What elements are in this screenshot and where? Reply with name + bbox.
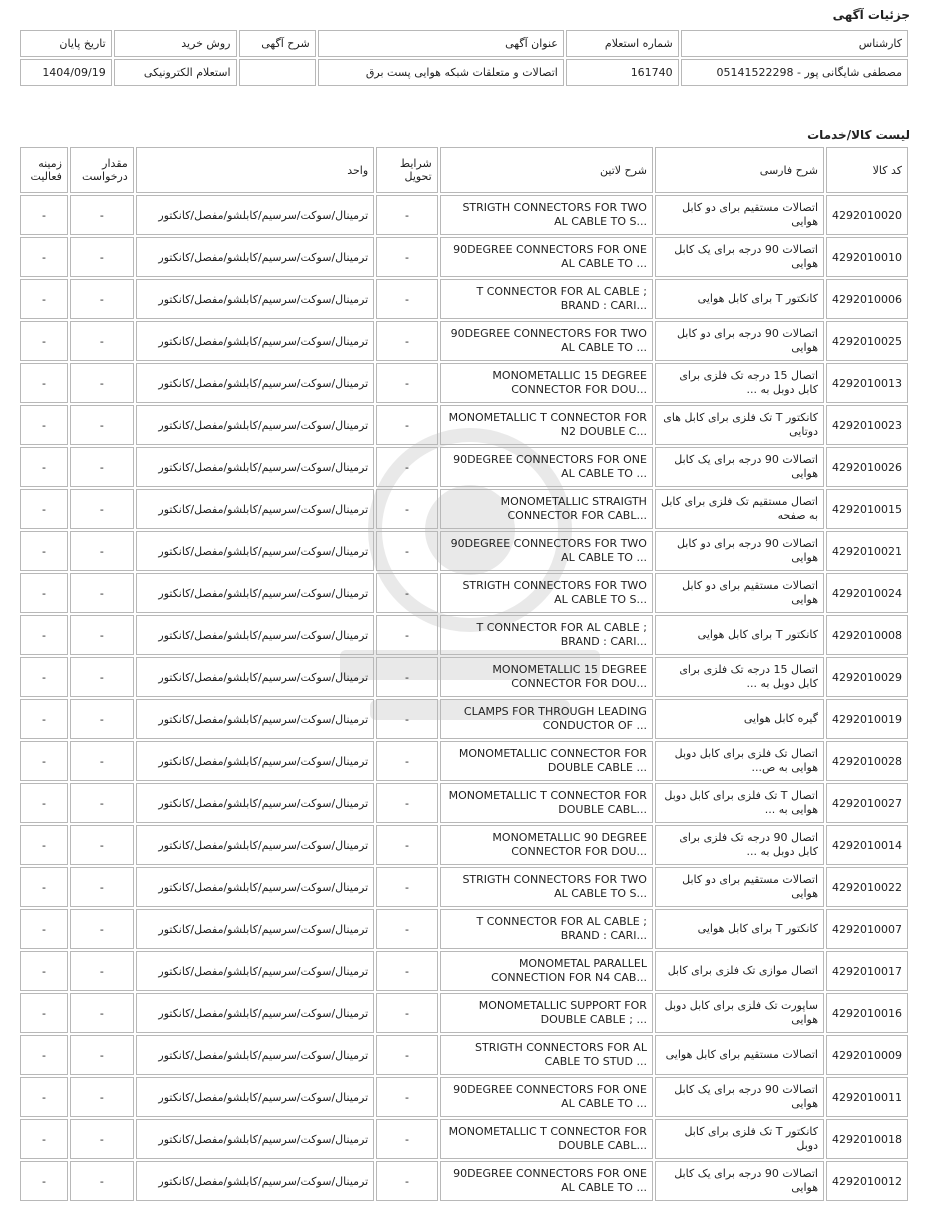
item-code: 4292010025 bbox=[826, 321, 908, 361]
item-code: 4292010008 bbox=[826, 615, 908, 655]
item-unit: ترمینال/سوکت/سرسیم/کابلشو/مفصل/کانکتور bbox=[136, 363, 374, 403]
items-title: لیست کالا/خدمات bbox=[807, 128, 910, 142]
item-code: 4292010018 bbox=[826, 1119, 908, 1159]
item-activity: - bbox=[20, 237, 68, 277]
item-unit: ترمینال/سوکت/سرسیم/کابلشو/مفصل/کانکتور bbox=[136, 741, 374, 781]
item-activity: - bbox=[20, 573, 68, 613]
item-activity: - bbox=[20, 741, 68, 781]
table-row bbox=[20, 1161, 908, 1201]
col-header-delivery: شرایط تحویل bbox=[376, 147, 438, 193]
item-delivery: - bbox=[376, 573, 438, 613]
item-code: 4292010006 bbox=[826, 279, 908, 319]
item-delivery: - bbox=[376, 405, 438, 445]
table-row bbox=[20, 825, 908, 865]
item-persian-desc: اتصال T تک فلزی برای کابل دوبل هوایی به ... bbox=[655, 783, 824, 823]
item-quantity: - bbox=[70, 825, 134, 865]
item-delivery: - bbox=[376, 1077, 438, 1117]
item-unit: ترمینال/سوکت/سرسیم/کابلشو/مفصل/کانکتور bbox=[136, 279, 374, 319]
details-header-row bbox=[20, 30, 908, 57]
item-persian-desc: کانکتور T تک فلزی برای کابل دوبل bbox=[655, 1119, 824, 1159]
table-row bbox=[20, 237, 908, 277]
item-persian-desc: اتصالات 90 درجه برای یک کابل هوایی bbox=[655, 237, 824, 277]
item-activity: - bbox=[20, 363, 68, 403]
item-delivery: - bbox=[376, 741, 438, 781]
item-delivery: - bbox=[376, 909, 438, 949]
item-unit: ترمینال/سوکت/سرسیم/کابلشو/مفصل/کانکتور bbox=[136, 657, 374, 697]
item-activity: - bbox=[20, 405, 68, 445]
item-unit: ترمینال/سوکت/سرسیم/کابلشو/مفصل/کانکتور bbox=[136, 909, 374, 949]
item-code: 4292010014 bbox=[826, 825, 908, 865]
table-row bbox=[20, 951, 908, 991]
item-persian-desc: اتصالات 90 درجه برای یک کابل هوایی bbox=[655, 1161, 824, 1201]
item-code: 4292010011 bbox=[826, 1077, 908, 1117]
item-persian-desc: اتصالات 90 درجه برای دو کابل هوایی bbox=[655, 531, 824, 571]
item-persian-desc: کانکتور T برای کابل هوایی bbox=[655, 909, 824, 949]
item-latin-desc: MONOMETALLIC 90 DEGREE CONNECTOR FOR DOU... bbox=[440, 825, 653, 865]
col-header-code: کد کالا bbox=[826, 147, 908, 193]
item-unit: ترمینال/سوکت/سرسیم/کابلشو/مفصل/کانکتور bbox=[136, 1035, 374, 1075]
table-row bbox=[20, 909, 908, 949]
item-code: 4292010012 bbox=[826, 1161, 908, 1201]
item-activity: - bbox=[20, 1119, 68, 1159]
table-row bbox=[20, 615, 908, 655]
item-activity: - bbox=[20, 825, 68, 865]
item-activity: - bbox=[20, 447, 68, 487]
item-delivery: - bbox=[376, 531, 438, 571]
item-activity: - bbox=[20, 195, 68, 235]
table-row bbox=[20, 279, 908, 319]
item-activity: - bbox=[20, 615, 68, 655]
item-unit: ترمینال/سوکت/سرسیم/کابلشو/مفصل/کانکتور bbox=[136, 531, 374, 571]
table-row bbox=[20, 573, 908, 613]
item-code: 4292010023 bbox=[826, 405, 908, 445]
item-latin-desc: STRIGTH CONNECTORS FOR TWO AL CABLE TO S... bbox=[440, 867, 653, 907]
col-header-unit: واحد bbox=[136, 147, 374, 193]
item-delivery: - bbox=[376, 783, 438, 823]
item-unit: ترمینال/سوکت/سرسیم/کابلشو/مفصل/کانکتور bbox=[136, 195, 374, 235]
details-purchase-method: استعلام الکترونیکی bbox=[114, 59, 237, 86]
item-activity: - bbox=[20, 1035, 68, 1075]
item-latin-desc: STRIGTH CONNECTORS FOR AL CABLE TO STUD ... bbox=[440, 1035, 653, 1075]
item-unit: ترمینال/سوکت/سرسیم/کابلشو/مفصل/کانکتور bbox=[136, 237, 374, 277]
item-latin-desc: MONOMETALLIC T CONNECTOR FOR DOUBLE CABL... bbox=[440, 1119, 653, 1159]
table-row bbox=[20, 1035, 908, 1075]
details-expert: مصطفی شایگانی پور - 05141522298 bbox=[681, 59, 908, 86]
item-code: 4292010017 bbox=[826, 951, 908, 991]
details-header-ad-description: شرح آگهی bbox=[239, 30, 316, 57]
item-latin-desc: STRIGTH CONNECTORS FOR TWO AL CABLE TO S... bbox=[440, 573, 653, 613]
item-persian-desc: کانکتور T برای کابل هوایی bbox=[655, 615, 824, 655]
item-code: 4292010010 bbox=[826, 237, 908, 277]
item-activity: - bbox=[20, 489, 68, 529]
item-quantity: - bbox=[70, 195, 134, 235]
item-persian-desc: اتصالات مستقیم برای دو کابل هوایی bbox=[655, 573, 824, 613]
item-code: 4292010015 bbox=[826, 489, 908, 529]
item-persian-desc: گیره کابل هوایی bbox=[655, 699, 824, 739]
item-persian-desc: اتصال مستقیم تک فلزی برای کابل به صفحه bbox=[655, 489, 824, 529]
item-quantity: - bbox=[70, 699, 134, 739]
item-unit: ترمینال/سوکت/سرسیم/کابلشو/مفصل/کانکتور bbox=[136, 1161, 374, 1201]
table-row bbox=[20, 867, 908, 907]
item-persian-desc: کانکتور T تک فلزی برای کابل های دوتایی bbox=[655, 405, 824, 445]
item-quantity: - bbox=[70, 405, 134, 445]
item-delivery: - bbox=[376, 699, 438, 739]
item-quantity: - bbox=[70, 489, 134, 529]
item-activity: - bbox=[20, 909, 68, 949]
item-latin-desc: 90DEGREE CONNECTORS FOR ONE AL CABLE TO ... bbox=[440, 1161, 653, 1201]
table-row bbox=[20, 1119, 908, 1159]
items-header-row bbox=[20, 147, 908, 193]
table-row bbox=[20, 321, 908, 361]
item-activity: - bbox=[20, 1161, 68, 1201]
item-persian-desc: اتصال 15 درجه تک فلزی برای کابل دوبل به ... bbox=[655, 657, 824, 697]
item-activity: - bbox=[20, 783, 68, 823]
details-header-inquiry-number: شماره استعلام bbox=[566, 30, 679, 57]
item-unit: ترمینال/سوکت/سرسیم/کابلشو/مفصل/کانکتور bbox=[136, 489, 374, 529]
item-code: 4292010028 bbox=[826, 741, 908, 781]
item-delivery: - bbox=[376, 825, 438, 865]
table-row bbox=[20, 1077, 908, 1117]
item-latin-desc: MONOMETALLIC T CONNECTOR FOR DOUBLE CABL... bbox=[440, 783, 653, 823]
item-latin-desc: STRIGTH CONNECTORS FOR TWO AL CABLE TO S... bbox=[440, 195, 653, 235]
details-ad-title: اتصالات و متعلقات شبکه هوایی پست برق bbox=[318, 59, 564, 86]
item-latin-desc: 90DEGREE CONNECTORS FOR ONE AL CABLE TO ... bbox=[440, 447, 653, 487]
item-latin-desc: MONOMETALLIC 15 DEGREE CONNECTOR FOR DOU... bbox=[440, 363, 653, 403]
item-activity: - bbox=[20, 657, 68, 697]
item-persian-desc: کانکتور T برای کابل هوایی bbox=[655, 279, 824, 319]
item-quantity: - bbox=[70, 531, 134, 571]
item-persian-desc: اتصالات 90 درجه برای یک کابل هوایی bbox=[655, 1077, 824, 1117]
item-delivery: - bbox=[376, 489, 438, 529]
item-latin-desc: T CONNECTOR FOR AL CABLE ; BRAND : CARI... bbox=[440, 909, 653, 949]
item-code: 4292010029 bbox=[826, 657, 908, 697]
item-persian-desc: اتصالات 90 درجه برای یک کابل هوایی bbox=[655, 447, 824, 487]
item-delivery: - bbox=[376, 279, 438, 319]
item-persian-desc: اتصالات مستقیم برای دو کابل هوایی bbox=[655, 867, 824, 907]
item-activity: - bbox=[20, 531, 68, 571]
item-persian-desc: ساپورت تک فلزی برای کابل دوبل هوایی bbox=[655, 993, 824, 1033]
item-delivery: - bbox=[376, 867, 438, 907]
item-unit: ترمینال/سوکت/سرسیم/کابلشو/مفصل/کانکتور bbox=[136, 1077, 374, 1117]
item-latin-desc: 90DEGREE CONNECTORS FOR ONE AL CABLE TO ... bbox=[440, 1077, 653, 1117]
item-latin-desc: MONOMETALLIC CONNECTOR FOR DOUBLE CABLE ... bbox=[440, 741, 653, 781]
item-quantity: - bbox=[70, 363, 134, 403]
details-header-ad-title: عنوان آگهی bbox=[318, 30, 564, 57]
item-unit: ترمینال/سوکت/سرسیم/کابلشو/مفصل/کانکتور bbox=[136, 573, 374, 613]
item-activity: - bbox=[20, 699, 68, 739]
item-quantity: - bbox=[70, 1077, 134, 1117]
col-header-persian-desc: شرح فارسی bbox=[655, 147, 824, 193]
item-delivery: - bbox=[376, 993, 438, 1033]
item-code: 4292010013 bbox=[826, 363, 908, 403]
item-activity: - bbox=[20, 867, 68, 907]
item-unit: ترمینال/سوکت/سرسیم/کابلشو/مفصل/کانکتور bbox=[136, 867, 374, 907]
details-title: جزئیات آگهی bbox=[832, 8, 910, 22]
col-header-activity: زمینه فعالیت bbox=[20, 147, 68, 193]
item-latin-desc: MONOMETALLIC SUPPORT FOR DOUBLE CABLE ; ... bbox=[440, 993, 653, 1033]
item-unit: ترمینال/سوکت/سرسیم/کابلشو/مفصل/کانکتور bbox=[136, 615, 374, 655]
details-end-date: 1404/09/19 bbox=[20, 59, 112, 86]
item-quantity: - bbox=[70, 237, 134, 277]
items-table bbox=[18, 145, 910, 1203]
table-row bbox=[20, 993, 908, 1033]
table-row bbox=[20, 531, 908, 571]
col-header-latin-desc: شرح لاتین bbox=[440, 147, 653, 193]
details-header-end-date: تاریخ پایان bbox=[20, 30, 112, 57]
item-delivery: - bbox=[376, 1035, 438, 1075]
item-activity: - bbox=[20, 951, 68, 991]
item-unit: ترمینال/سوکت/سرسیم/کابلشو/مفصل/کانکتور bbox=[136, 321, 374, 361]
item-activity: - bbox=[20, 993, 68, 1033]
item-unit: ترمینال/سوکت/سرسیم/کابلشو/مفصل/کانکتور bbox=[136, 825, 374, 865]
table-row bbox=[20, 195, 908, 235]
item-quantity: - bbox=[70, 447, 134, 487]
item-quantity: - bbox=[70, 993, 134, 1033]
item-quantity: - bbox=[70, 951, 134, 991]
table-row bbox=[20, 699, 908, 739]
item-latin-desc: MONOMETALLIC 15 DEGREE CONNECTOR FOR DOU... bbox=[440, 657, 653, 697]
item-latin-desc: CLAMPS FOR THROUGH LEADING CONDUCTOR OF ... bbox=[440, 699, 653, 739]
item-code: 4292010027 bbox=[826, 783, 908, 823]
item-quantity: - bbox=[70, 741, 134, 781]
item-latin-desc: 90DEGREE CONNECTORS FOR TWO AL CABLE TO ... bbox=[440, 531, 653, 571]
details-value-row bbox=[20, 59, 908, 86]
item-quantity: - bbox=[70, 1161, 134, 1201]
item-persian-desc: اتصال 15 درجه تک فلزی برای کابل دوبل به ... bbox=[655, 363, 824, 403]
item-latin-desc: T CONNECTOR FOR AL CABLE ; BRAND : CARI... bbox=[440, 279, 653, 319]
col-header-quantity: مقدار درخواست bbox=[70, 147, 134, 193]
item-delivery: - bbox=[376, 615, 438, 655]
item-latin-desc: T CONNECTOR FOR AL CABLE ; BRAND : CARI... bbox=[440, 615, 653, 655]
details-table bbox=[18, 28, 910, 88]
item-quantity: - bbox=[70, 615, 134, 655]
item-unit: ترمینال/سوکت/سرسیم/کابلشو/مفصل/کانکتور bbox=[136, 405, 374, 445]
item-persian-desc: اتصالات مستقیم برای کابل هوایی bbox=[655, 1035, 824, 1075]
item-latin-desc: 90DEGREE CONNECTORS FOR ONE AL CABLE TO ... bbox=[440, 237, 653, 277]
item-latin-desc: MONOMETALLIC STRAIGTH CONNECTOR FOR CABL... bbox=[440, 489, 653, 529]
item-delivery: - bbox=[376, 363, 438, 403]
item-unit: ترمینال/سوکت/سرسیم/کابلشو/مفصل/کانکتور bbox=[136, 783, 374, 823]
details-inquiry-number: 161740 bbox=[566, 59, 679, 86]
item-persian-desc: اتصال تک فلزی برای کابل دوبل هوایی به ص... bbox=[655, 741, 824, 781]
item-quantity: - bbox=[70, 657, 134, 697]
item-latin-desc: MONOMETAL PARALLEL CONNECTION FOR N4 CAB... bbox=[440, 951, 653, 991]
table-row bbox=[20, 783, 908, 823]
item-activity: - bbox=[20, 321, 68, 361]
item-quantity: - bbox=[70, 867, 134, 907]
item-code: 4292010024 bbox=[826, 573, 908, 613]
details-ad-description bbox=[239, 59, 316, 86]
item-quantity: - bbox=[70, 909, 134, 949]
item-quantity: - bbox=[70, 1119, 134, 1159]
item-persian-desc: اتصال موازی تک فلزی برای کابل bbox=[655, 951, 824, 991]
item-code: 4292010020 bbox=[826, 195, 908, 235]
table-row bbox=[20, 657, 908, 697]
item-persian-desc: اتصالات مستقیم برای دو کابل هوایی bbox=[655, 195, 824, 235]
item-activity: - bbox=[20, 279, 68, 319]
item-unit: ترمینال/سوکت/سرسیم/کابلشو/مفصل/کانکتور bbox=[136, 1119, 374, 1159]
item-quantity: - bbox=[70, 1035, 134, 1075]
item-delivery: - bbox=[376, 321, 438, 361]
item-delivery: - bbox=[376, 1119, 438, 1159]
details-header-purchase-method: روش خرید bbox=[114, 30, 237, 57]
item-delivery: - bbox=[376, 951, 438, 991]
item-activity: - bbox=[20, 1077, 68, 1117]
item-code: 4292010021 bbox=[826, 531, 908, 571]
item-code: 4292010026 bbox=[826, 447, 908, 487]
item-quantity: - bbox=[70, 279, 134, 319]
item-delivery: - bbox=[376, 447, 438, 487]
item-delivery: - bbox=[376, 657, 438, 697]
item-code: 4292010007 bbox=[826, 909, 908, 949]
item-unit: ترمینال/سوکت/سرسیم/کابلشو/مفصل/کانکتور bbox=[136, 993, 374, 1033]
item-code: 4292010016 bbox=[826, 993, 908, 1033]
item-unit: ترمینال/سوکت/سرسیم/کابلشو/مفصل/کانکتور bbox=[136, 951, 374, 991]
table-row bbox=[20, 741, 908, 781]
table-row bbox=[20, 363, 908, 403]
item-code: 4292010009 bbox=[826, 1035, 908, 1075]
item-quantity: - bbox=[70, 321, 134, 361]
item-latin-desc: MONOMETALLIC T CONNECTOR FOR N2 DOUBLE C... bbox=[440, 405, 653, 445]
item-persian-desc: اتصالات 90 درجه برای دو کابل هوایی bbox=[655, 321, 824, 361]
item-quantity: - bbox=[70, 573, 134, 613]
item-delivery: - bbox=[376, 195, 438, 235]
item-unit: ترمینال/سوکت/سرسیم/کابلشو/مفصل/کانکتور bbox=[136, 447, 374, 487]
item-unit: ترمینال/سوکت/سرسیم/کابلشو/مفصل/کانکتور bbox=[136, 699, 374, 739]
item-delivery: - bbox=[376, 1161, 438, 1201]
item-code: 4292010019 bbox=[826, 699, 908, 739]
table-row bbox=[20, 405, 908, 445]
item-persian-desc: اتصال 90 درجه تک فلزی برای کابل دوبل به ... bbox=[655, 825, 824, 865]
table-row bbox=[20, 489, 908, 529]
item-delivery: - bbox=[376, 237, 438, 277]
item-code: 4292010022 bbox=[826, 867, 908, 907]
table-row bbox=[20, 447, 908, 487]
details-header-expert: کارشناس bbox=[681, 30, 908, 57]
item-quantity: - bbox=[70, 783, 134, 823]
item-latin-desc: 90DEGREE CONNECTORS FOR TWO AL CABLE TO ... bbox=[440, 321, 653, 361]
